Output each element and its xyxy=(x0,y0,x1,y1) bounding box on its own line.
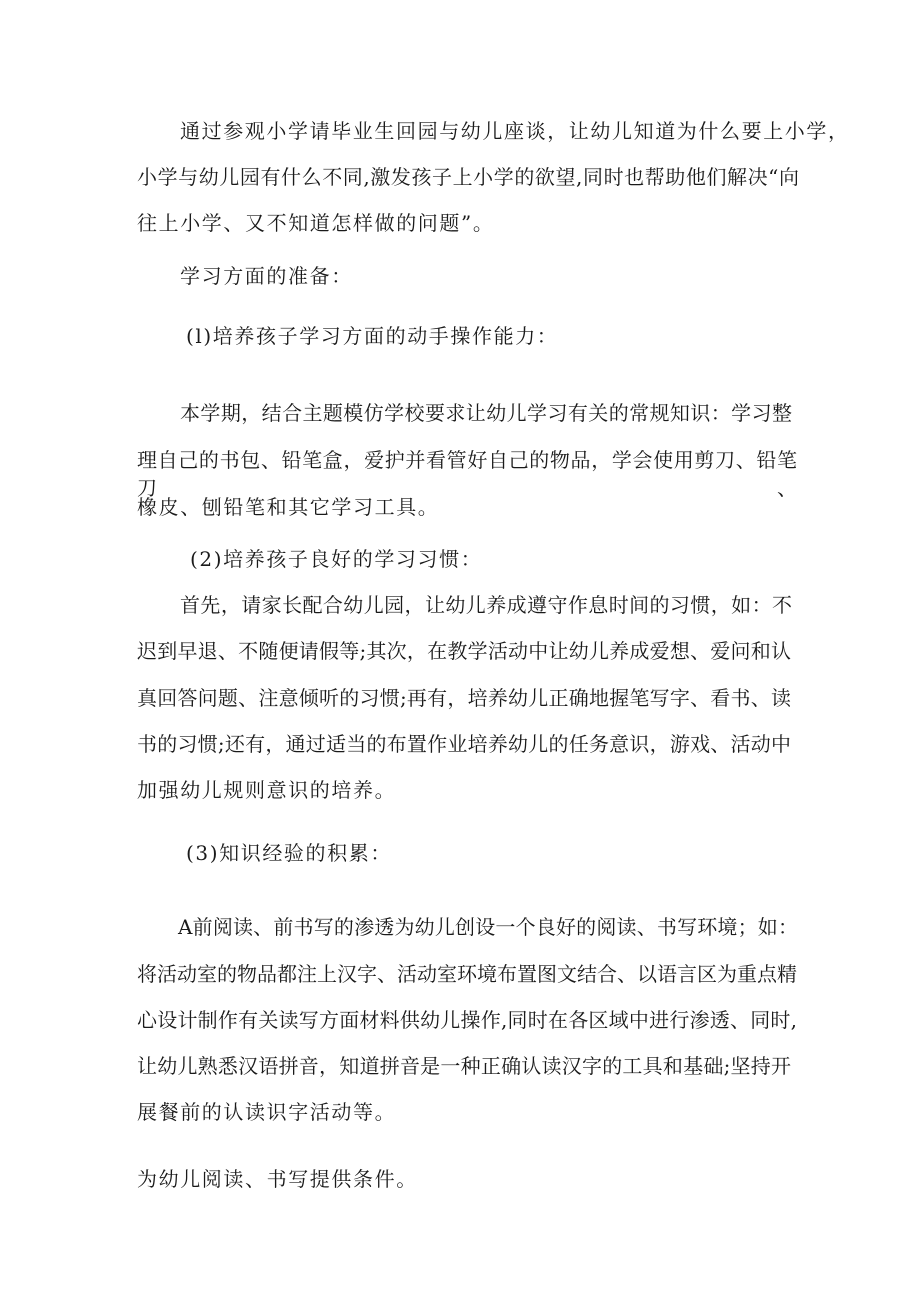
item-1-title: (l)培养孩子学习方面的动手操作能力： xyxy=(186,324,559,348)
section-heading-learning: 学习方面的准备： xyxy=(180,264,353,288)
paragraph-intro-line-1: 通过参观小学请毕业生回园与幼儿座谈，让幼儿知道为什么要上小学， xyxy=(180,119,850,143)
item-2-body-line-4: 书的习惯;还有，通过适当的布置作业培养幼儿的任务意识，游戏、活动中 xyxy=(137,732,791,756)
item-2-title: (2)培养孩子良好的学习习惯： xyxy=(190,547,483,571)
item-3-title: (3)知识经验的积累： xyxy=(186,841,392,865)
item-2-body-line-1: 首先，请家长配合幼儿园，让幼儿养成遵守作息时间的习惯，如：不 xyxy=(180,593,792,617)
item-2-body-line-3: 真回答问题、注意倾听的习惯;再有，培养幼儿正确地握笔写字、看书、读 xyxy=(137,686,791,710)
item-2-body-line-2: 迟到早退、不随便请假等;其次，在教学活动中让幼儿养成爱想、爱问和认 xyxy=(137,639,791,663)
item-3-body-line-2: 将活动室的物品都注上汉字、活动室环境布置图文结合、以语言区为重点精 xyxy=(137,962,797,986)
item-3-body-line-5: 展餐前的认读识字活动等。 xyxy=(137,1100,397,1124)
item-1-body-line-3: 橡皮、刨铅笔和其它学习工具。 xyxy=(137,495,440,519)
item-3-body-line-3: 心设计制作有关读写方面材料供幼儿操作,同时在各区域中进行渗透、同时, xyxy=(137,1008,797,1032)
item-1-body-line-1: 本学期，结合主题模仿学校要求让幼儿学习有关的常规知识：学习整 xyxy=(180,401,792,425)
item-1-body-line-2: 理自己的书包、铅笔盒，爱护并看管好自己的物品，学会使用剪刀、铅笔刀、 xyxy=(137,448,797,500)
item-3-body-line-4: 让幼儿熟悉汉语拼音，知道拼音是一种正确认读汉字的工具和基础;坚持开 xyxy=(137,1054,791,1078)
paragraph-intro-line-3: 往上小学、又不知道怎样做的问题”。 xyxy=(137,211,495,235)
item-2-body-line-5: 加强幼儿规则意识的培养。 xyxy=(137,778,397,802)
closing-line: 为幼儿阅读、书写提供条件。 xyxy=(137,1167,418,1191)
item-3-body-line-1: A前阅读、前书写的渗透为幼儿创设一个良好的阅读、书写环境；如： xyxy=(178,915,798,939)
paragraph-intro-line-2: 小学与幼儿园有什么不同,激发孩子上小学的欲望,同时也帮助他们解决“向 xyxy=(137,165,799,189)
